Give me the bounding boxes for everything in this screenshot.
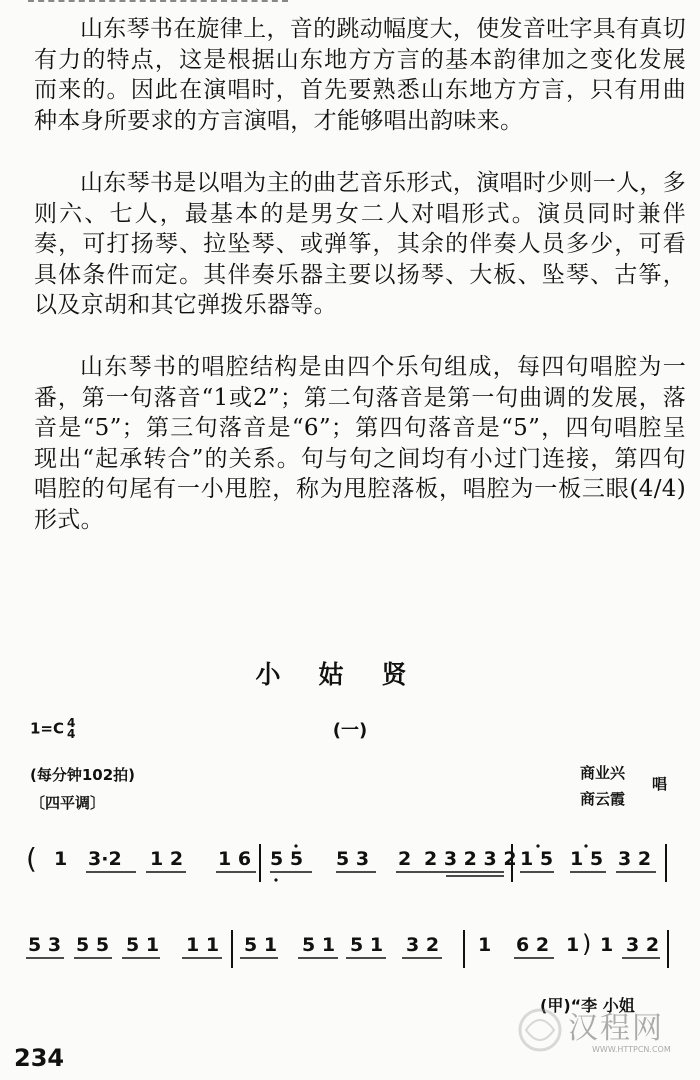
note: 1 <box>600 934 614 956</box>
tempo-marking: (每分钟102拍) <box>30 766 136 784</box>
top-edge-rule <box>28 0 288 5</box>
key-label: 1=C <box>30 719 65 738</box>
lyric-line: (甲)“李 小姐 <box>540 996 635 1015</box>
time-top: 4 <box>67 716 76 730</box>
open-paren: ( <box>26 842 37 875</box>
watermark-url: WWW.HTTPCN.COM <box>592 1045 671 1054</box>
note: 1 6 <box>218 848 252 870</box>
note: 1 5 <box>520 848 554 870</box>
note: 5 3 <box>28 934 62 956</box>
note: 5 5 <box>76 934 110 956</box>
singer-2: 商云霞 <box>580 790 626 808</box>
note: 3 2 <box>626 934 660 956</box>
close-paren: ) <box>582 930 592 958</box>
note: 5 5 <box>270 848 304 870</box>
singers <box>580 760 625 812</box>
note: 1 <box>566 934 580 956</box>
time-signature <box>67 718 75 740</box>
note: 1 1 <box>186 934 220 956</box>
time-bottom: 4 <box>67 727 76 741</box>
note: 5 1 <box>126 934 160 956</box>
sing-label: 唱 <box>652 775 668 793</box>
note: 5 1 <box>244 934 278 956</box>
note: 3 2 <box>618 848 652 870</box>
paragraph-2: 山东琴书是以唱为主的曲艺音乐形式，演唱时少则一人，多则六、七人，最基本的是男女二人对唱形式。演员同时兼伴奏，可打扬琴、拉坠琴、或弹筝，其余的伴奏人员多少，可看具体条件而定。其伴奏乐器主要以扬琴、大板、坠琴、古筝，以及京胡和其它弹拨乐器等。 <box>34 170 686 318</box>
notation-row-1 <box>26 836 690 896</box>
score-title: 小姑贤 <box>255 660 445 689</box>
singer-1: 商业兴 <box>580 764 626 782</box>
note: 2 3 2 3 2 <box>424 848 517 870</box>
note: 1 5 <box>570 848 604 870</box>
mode-marking: 〔四平调〕 <box>30 794 106 812</box>
note: 3·2 <box>88 848 122 870</box>
page-number: 234 <box>14 1044 65 1072</box>
watermark-text: 汉程网 <box>568 1011 664 1046</box>
note: 5 1 <box>350 934 384 956</box>
note: 1 <box>478 934 492 956</box>
note <box>632 866 634 867</box>
note: 6 2 <box>516 934 550 956</box>
note: 3 2 <box>406 934 440 956</box>
paragraph-1: 山东琴书在旋律上，音的跳动幅度大，使发音吐字具有真切有力的特点，这是根据山东地方方言的基本韵律加之变化发展而来的。因此在演唱时，首先要熟悉山东地方方言，只有用曲种本身所要求的方言演唱，才能够唱出韵味来。 <box>34 16 686 134</box>
note: 1 <box>54 848 68 870</box>
score-section: (一) <box>332 720 368 741</box>
note: 2 <box>398 848 412 870</box>
note: 1 2 <box>150 848 184 870</box>
note: 5 3 <box>336 848 370 870</box>
key-signature <box>30 718 75 740</box>
paragraph-3: 山东琴书的唱腔结构是由四个乐句组成，每四句唱腔为一番，第一句落音“1或2”；第二句落音是第一句曲调的发展，落音是“5”；第三句落音是“6”；第四句落音是“5”，四句唱腔呈现出“起承转合”的关系。句与句之间均有小过门连接，第四句唱腔的句尾有一小甩腔，称为甩腔落板，唱腔为一板三眼(4/4)形式。 <box>34 354 686 533</box>
notation-row-2 <box>26 922 690 982</box>
note: 5 1 <box>302 934 336 956</box>
